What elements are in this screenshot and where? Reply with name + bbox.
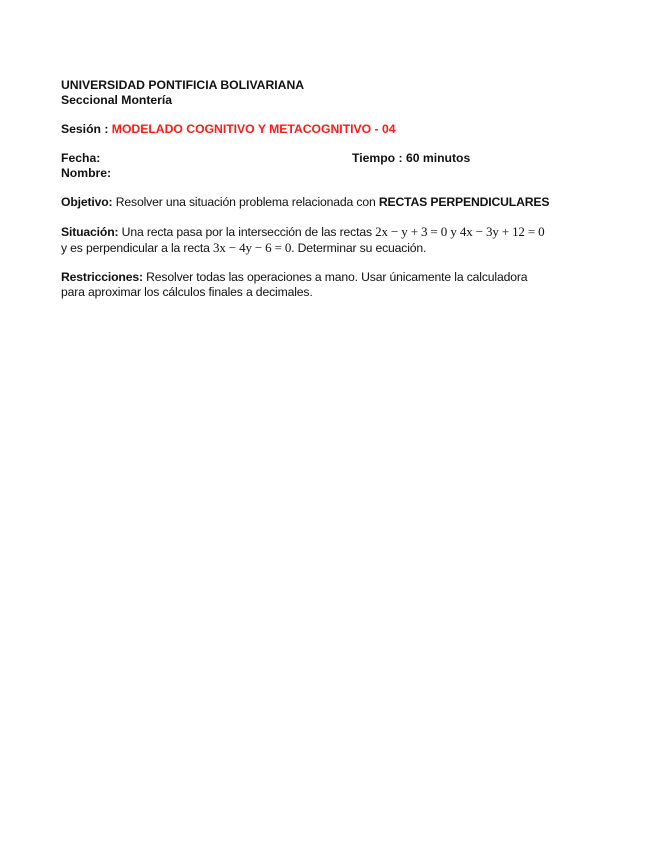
restrictions-text-1: Resolver todas las operaciones a mano. Usar únicamente la calculadora xyxy=(146,270,528,284)
university-name: UNIVERSIDAD PONTIFICIA BOLIVARIANA xyxy=(61,78,305,92)
equation-3: 3x − 4y − 6 = 0. xyxy=(213,240,295,255)
objective-line xyxy=(61,195,601,210)
equation-1: 2x − y + 3 = 0 xyxy=(375,224,448,239)
situation-paragraph xyxy=(61,224,601,256)
date-time-row xyxy=(61,151,601,166)
time-label: Tiempo : 60 minutos xyxy=(352,151,471,165)
campus-name: Seccional Montería xyxy=(61,93,173,107)
date-label: Fecha: xyxy=(61,151,101,165)
equation-2: 4x − 3y + 12 = 0 xyxy=(459,224,545,239)
restrictions-paragraph xyxy=(61,270,601,300)
situation-text-3: Determinar su ecuación. xyxy=(297,241,427,255)
document-page xyxy=(61,78,601,300)
objective-topic: RECTAS PERPENDICULARES xyxy=(378,195,550,209)
restrictions-label: Restricciones: xyxy=(61,270,143,284)
session-name: MODELADO COGNITIVO Y METACOGNITIVO - 04 xyxy=(111,122,396,136)
objective-label: Objetivo: xyxy=(61,195,113,209)
situation-connector: y xyxy=(450,224,457,239)
restrictions-text-2: para aproximar los cálculos finales a decimales. xyxy=(61,285,313,299)
session-line xyxy=(61,122,601,137)
situation-text-1: Una recta pasa por la intersección de las rectas xyxy=(121,225,372,239)
name-label: Nombre: xyxy=(61,166,112,180)
session-label: Sesión : xyxy=(61,122,109,136)
situation-text-2: y es perpendicular a la recta xyxy=(61,241,210,255)
objective-text: Resolver una situación problema relacionada con xyxy=(115,195,376,209)
situation-label: Situación: xyxy=(61,225,119,239)
